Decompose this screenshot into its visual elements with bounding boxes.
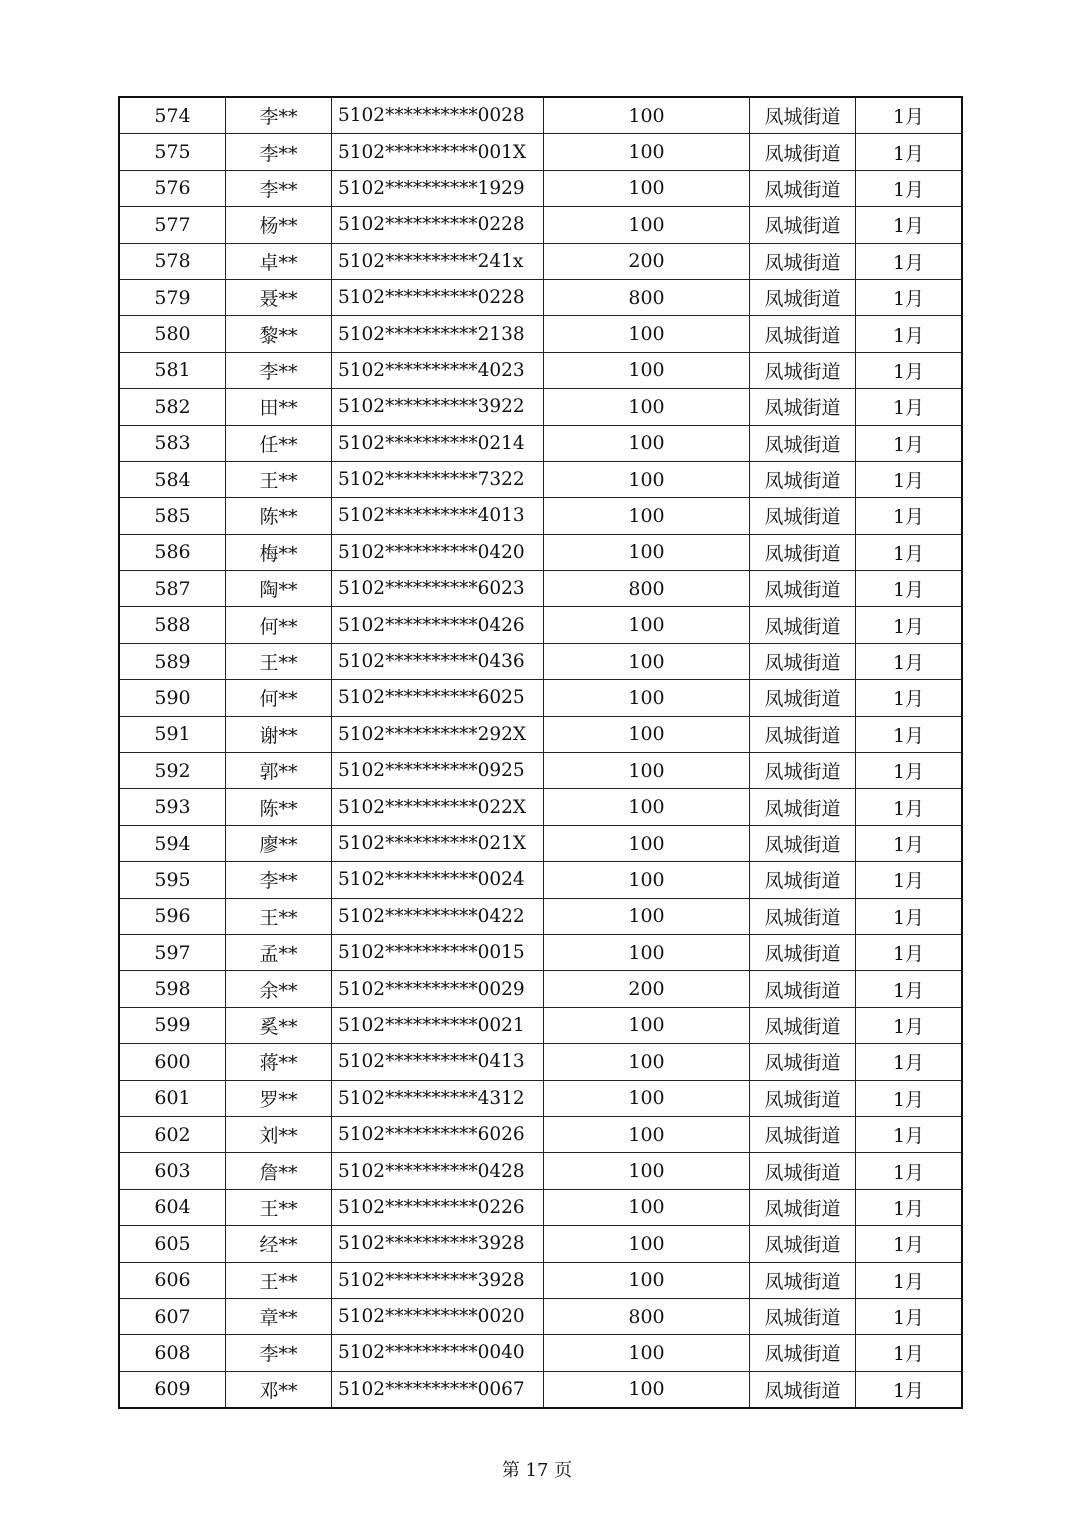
area-cell: 凤城街道 bbox=[750, 862, 856, 898]
amount-cell: 200 bbox=[544, 243, 750, 279]
name-cell: 何** bbox=[226, 680, 332, 716]
row-number-cell: 591 bbox=[119, 716, 226, 752]
area-cell: 凤城街道 bbox=[750, 352, 856, 388]
table-row bbox=[119, 1298, 962, 1334]
month-cell: 1月 bbox=[856, 1080, 963, 1116]
id-number-cell: 5102**********0228 bbox=[332, 279, 544, 315]
id-number-cell: 5102**********021X bbox=[332, 825, 544, 861]
row-number-cell: 604 bbox=[119, 1189, 226, 1225]
area-cell: 凤城街道 bbox=[750, 207, 856, 243]
id-number-cell: 5102**********241x bbox=[332, 243, 544, 279]
month-cell: 1月 bbox=[856, 243, 963, 279]
month-cell: 1月 bbox=[856, 680, 963, 716]
name-cell: 黎** bbox=[226, 316, 332, 352]
table-row bbox=[119, 134, 962, 170]
row-number-cell: 585 bbox=[119, 498, 226, 534]
name-cell: 李** bbox=[226, 862, 332, 898]
row-number-cell: 581 bbox=[119, 352, 226, 388]
amount-cell: 100 bbox=[544, 1335, 750, 1371]
table-row bbox=[119, 1226, 962, 1262]
name-cell: 余** bbox=[226, 971, 332, 1007]
area-cell: 凤城街道 bbox=[750, 789, 856, 825]
id-number-cell: 5102**********0024 bbox=[332, 862, 544, 898]
id-number-cell: 5102**********0228 bbox=[332, 207, 544, 243]
name-cell: 王** bbox=[226, 461, 332, 497]
month-cell: 1月 bbox=[856, 1298, 963, 1334]
table-row bbox=[119, 316, 962, 352]
row-number-cell: 575 bbox=[119, 134, 226, 170]
amount-cell: 100 bbox=[544, 170, 750, 206]
id-number-cell: 5102**********0214 bbox=[332, 425, 544, 461]
amount-cell: 100 bbox=[544, 97, 750, 134]
area-cell: 凤城街道 bbox=[750, 971, 856, 1007]
table-row bbox=[119, 971, 962, 1007]
month-cell: 1月 bbox=[856, 389, 963, 425]
table-row bbox=[119, 352, 962, 388]
area-cell: 凤城街道 bbox=[750, 1371, 856, 1408]
amount-cell: 100 bbox=[544, 680, 750, 716]
row-number-cell: 587 bbox=[119, 571, 226, 607]
id-number-cell: 5102**********0226 bbox=[332, 1189, 544, 1225]
row-number-cell: 588 bbox=[119, 607, 226, 643]
id-number-cell: 5102**********0436 bbox=[332, 643, 544, 679]
row-number-cell: 580 bbox=[119, 316, 226, 352]
name-cell: 卓** bbox=[226, 243, 332, 279]
name-cell: 李** bbox=[226, 134, 332, 170]
amount-cell: 100 bbox=[544, 1007, 750, 1043]
name-cell: 谢** bbox=[226, 716, 332, 752]
table-row bbox=[119, 1189, 962, 1225]
month-cell: 1月 bbox=[856, 753, 963, 789]
area-cell: 凤城街道 bbox=[750, 1153, 856, 1189]
area-cell: 凤城街道 bbox=[750, 607, 856, 643]
table-row bbox=[119, 534, 962, 570]
table-row bbox=[119, 789, 962, 825]
area-cell: 凤城街道 bbox=[750, 716, 856, 752]
month-cell: 1月 bbox=[856, 498, 963, 534]
month-cell: 1月 bbox=[856, 534, 963, 570]
row-number-cell: 576 bbox=[119, 170, 226, 206]
row-number-cell: 606 bbox=[119, 1262, 226, 1298]
id-number-cell: 5102**********022X bbox=[332, 789, 544, 825]
table-row bbox=[119, 643, 962, 679]
amount-cell: 100 bbox=[544, 207, 750, 243]
area-cell: 凤城街道 bbox=[750, 825, 856, 861]
area-cell: 凤城街道 bbox=[750, 97, 856, 134]
table-row bbox=[119, 1153, 962, 1189]
amount-cell: 100 bbox=[544, 316, 750, 352]
amount-cell: 100 bbox=[544, 862, 750, 898]
amount-cell: 100 bbox=[544, 461, 750, 497]
table-body bbox=[119, 97, 962, 1408]
amount-cell: 100 bbox=[544, 934, 750, 970]
table-row bbox=[119, 716, 962, 752]
name-cell: 何** bbox=[226, 607, 332, 643]
id-number-cell: 5102**********0015 bbox=[332, 934, 544, 970]
name-cell: 任** bbox=[226, 425, 332, 461]
month-cell: 1月 bbox=[856, 1226, 963, 1262]
amount-cell: 100 bbox=[544, 825, 750, 861]
row-number-cell: 609 bbox=[119, 1371, 226, 1408]
row-number-cell: 594 bbox=[119, 825, 226, 861]
id-number-cell: 5102**********1929 bbox=[332, 170, 544, 206]
month-cell: 1月 bbox=[856, 571, 963, 607]
name-cell: 聂** bbox=[226, 279, 332, 315]
amount-cell: 800 bbox=[544, 571, 750, 607]
amount-cell: 100 bbox=[544, 1189, 750, 1225]
month-cell: 1月 bbox=[856, 1262, 963, 1298]
name-cell: 经** bbox=[226, 1226, 332, 1262]
row-number-cell: 596 bbox=[119, 898, 226, 934]
name-cell: 郭** bbox=[226, 753, 332, 789]
table-row bbox=[119, 461, 962, 497]
area-cell: 凤城街道 bbox=[750, 1080, 856, 1116]
amount-cell: 100 bbox=[544, 607, 750, 643]
page-number: 第 17 页 bbox=[501, 1460, 573, 1481]
row-number-cell: 586 bbox=[119, 534, 226, 570]
name-cell: 罗** bbox=[226, 1080, 332, 1116]
row-number-cell: 602 bbox=[119, 1116, 226, 1152]
area-cell: 凤城街道 bbox=[750, 134, 856, 170]
name-cell: 王** bbox=[226, 1189, 332, 1225]
amount-cell: 100 bbox=[544, 898, 750, 934]
table-row bbox=[119, 279, 962, 315]
month-cell: 1月 bbox=[856, 1007, 963, 1043]
amount-cell: 100 bbox=[544, 534, 750, 570]
id-number-cell: 5102**********0028 bbox=[332, 97, 544, 134]
id-number-cell: 5102**********4312 bbox=[332, 1080, 544, 1116]
id-number-cell: 5102**********0413 bbox=[332, 1044, 544, 1080]
id-number-cell: 5102**********0422 bbox=[332, 898, 544, 934]
row-number-cell: 579 bbox=[119, 279, 226, 315]
table-row bbox=[119, 1007, 962, 1043]
area-cell: 凤城街道 bbox=[750, 461, 856, 497]
month-cell: 1月 bbox=[856, 643, 963, 679]
name-cell: 李** bbox=[226, 97, 332, 134]
area-cell: 凤城街道 bbox=[750, 1116, 856, 1152]
area-cell: 凤城街道 bbox=[750, 643, 856, 679]
month-cell: 1月 bbox=[856, 1335, 963, 1371]
area-cell: 凤城街道 bbox=[750, 534, 856, 570]
month-cell: 1月 bbox=[856, 1189, 963, 1225]
table-row bbox=[119, 1262, 962, 1298]
month-cell: 1月 bbox=[856, 134, 963, 170]
row-number-cell: 593 bbox=[119, 789, 226, 825]
name-cell: 李** bbox=[226, 352, 332, 388]
area-cell: 凤城街道 bbox=[750, 753, 856, 789]
row-number-cell: 595 bbox=[119, 862, 226, 898]
name-cell: 陈** bbox=[226, 789, 332, 825]
table-row bbox=[119, 1080, 962, 1116]
id-number-cell: 5102**********4023 bbox=[332, 352, 544, 388]
id-number-cell: 5102**********7322 bbox=[332, 461, 544, 497]
area-cell: 凤城街道 bbox=[750, 498, 856, 534]
id-number-cell: 5102**********6023 bbox=[332, 571, 544, 607]
name-cell: 杨** bbox=[226, 207, 332, 243]
row-number-cell: 600 bbox=[119, 1044, 226, 1080]
id-number-cell: 5102**********0021 bbox=[332, 1007, 544, 1043]
table-row bbox=[119, 898, 962, 934]
table-row bbox=[119, 753, 962, 789]
area-cell: 凤城街道 bbox=[750, 389, 856, 425]
month-cell: 1月 bbox=[856, 789, 963, 825]
row-number-cell: 592 bbox=[119, 753, 226, 789]
row-number-cell: 590 bbox=[119, 680, 226, 716]
data-table bbox=[118, 96, 963, 1409]
name-cell: 陈** bbox=[226, 498, 332, 534]
month-cell: 1月 bbox=[856, 170, 963, 206]
id-number-cell: 5102**********2138 bbox=[332, 316, 544, 352]
amount-cell: 100 bbox=[544, 753, 750, 789]
row-number-cell: 589 bbox=[119, 643, 226, 679]
name-cell: 陶** bbox=[226, 571, 332, 607]
month-cell: 1月 bbox=[856, 97, 963, 134]
amount-cell: 100 bbox=[544, 716, 750, 752]
row-number-cell: 577 bbox=[119, 207, 226, 243]
id-number-cell: 5102**********3928 bbox=[332, 1262, 544, 1298]
row-number-cell: 578 bbox=[119, 243, 226, 279]
table-row bbox=[119, 243, 962, 279]
table-row bbox=[119, 207, 962, 243]
name-cell: 蒋** bbox=[226, 1044, 332, 1080]
row-number-cell: 605 bbox=[119, 1226, 226, 1262]
id-number-cell: 5102**********292X bbox=[332, 716, 544, 752]
id-number-cell: 5102**********0420 bbox=[332, 534, 544, 570]
name-cell: 王** bbox=[226, 898, 332, 934]
table-row bbox=[119, 680, 962, 716]
amount-cell: 800 bbox=[544, 1298, 750, 1334]
table-row bbox=[119, 498, 962, 534]
area-cell: 凤城街道 bbox=[750, 934, 856, 970]
name-cell: 章** bbox=[226, 1298, 332, 1334]
row-number-cell: 583 bbox=[119, 425, 226, 461]
row-number-cell: 598 bbox=[119, 971, 226, 1007]
area-cell: 凤城街道 bbox=[750, 571, 856, 607]
area-cell: 凤城街道 bbox=[750, 425, 856, 461]
id-number-cell: 5102**********0020 bbox=[332, 1298, 544, 1334]
row-number-cell: 607 bbox=[119, 1298, 226, 1334]
area-cell: 凤城街道 bbox=[750, 279, 856, 315]
name-cell: 廖** bbox=[226, 825, 332, 861]
area-cell: 凤城街道 bbox=[750, 898, 856, 934]
name-cell: 田** bbox=[226, 389, 332, 425]
month-cell: 1月 bbox=[856, 1116, 963, 1152]
month-cell: 1月 bbox=[856, 825, 963, 861]
area-cell: 凤城街道 bbox=[750, 170, 856, 206]
amount-cell: 100 bbox=[544, 1153, 750, 1189]
row-number-cell: 584 bbox=[119, 461, 226, 497]
name-cell: 王** bbox=[226, 643, 332, 679]
area-cell: 凤城街道 bbox=[750, 1189, 856, 1225]
amount-cell: 100 bbox=[544, 1080, 750, 1116]
id-number-cell: 5102**********0029 bbox=[332, 971, 544, 1007]
table-row bbox=[119, 389, 962, 425]
amount-cell: 100 bbox=[544, 134, 750, 170]
name-cell: 李** bbox=[226, 1335, 332, 1371]
amount-cell: 100 bbox=[544, 1262, 750, 1298]
id-number-cell: 5102**********3928 bbox=[332, 1226, 544, 1262]
month-cell: 1月 bbox=[856, 1371, 963, 1408]
name-cell: 詹** bbox=[226, 1153, 332, 1189]
amount-cell: 100 bbox=[544, 498, 750, 534]
area-cell: 凤城街道 bbox=[750, 1335, 856, 1371]
table-row bbox=[119, 170, 962, 206]
name-cell: 孟** bbox=[226, 934, 332, 970]
id-number-cell: 5102**********4013 bbox=[332, 498, 544, 534]
month-cell: 1月 bbox=[856, 279, 963, 315]
month-cell: 1月 bbox=[856, 316, 963, 352]
month-cell: 1月 bbox=[856, 898, 963, 934]
month-cell: 1月 bbox=[856, 862, 963, 898]
month-cell: 1月 bbox=[856, 207, 963, 243]
table-row bbox=[119, 1371, 962, 1408]
area-cell: 凤城街道 bbox=[750, 1262, 856, 1298]
row-number-cell: 597 bbox=[119, 934, 226, 970]
id-number-cell: 5102**********0426 bbox=[332, 607, 544, 643]
table-row bbox=[119, 934, 962, 970]
area-cell: 凤城街道 bbox=[750, 243, 856, 279]
month-cell: 1月 bbox=[856, 607, 963, 643]
table-row bbox=[119, 571, 962, 607]
amount-cell: 100 bbox=[544, 1044, 750, 1080]
area-cell: 凤城街道 bbox=[750, 1044, 856, 1080]
name-cell: 梅** bbox=[226, 534, 332, 570]
name-cell: 奚** bbox=[226, 1007, 332, 1043]
id-number-cell: 5102**********0428 bbox=[332, 1153, 544, 1189]
month-cell: 1月 bbox=[856, 971, 963, 1007]
month-cell: 1月 bbox=[856, 1153, 963, 1189]
amount-cell: 100 bbox=[544, 1226, 750, 1262]
table-row bbox=[119, 1044, 962, 1080]
name-cell: 刘** bbox=[226, 1116, 332, 1152]
month-cell: 1月 bbox=[856, 934, 963, 970]
table-row bbox=[119, 1335, 962, 1371]
id-number-cell: 5102**********001X bbox=[332, 134, 544, 170]
table-row bbox=[119, 425, 962, 461]
amount-cell: 800 bbox=[544, 279, 750, 315]
month-cell: 1月 bbox=[856, 425, 963, 461]
row-number-cell: 582 bbox=[119, 389, 226, 425]
id-number-cell: 5102**********0040 bbox=[332, 1335, 544, 1371]
month-cell: 1月 bbox=[856, 352, 963, 388]
row-number-cell: 603 bbox=[119, 1153, 226, 1189]
amount-cell: 100 bbox=[544, 1371, 750, 1408]
month-cell: 1月 bbox=[856, 461, 963, 497]
row-number-cell: 599 bbox=[119, 1007, 226, 1043]
amount-cell: 100 bbox=[544, 389, 750, 425]
table-row bbox=[119, 862, 962, 898]
name-cell: 邓** bbox=[226, 1371, 332, 1408]
amount-cell: 100 bbox=[544, 1116, 750, 1152]
amount-cell: 100 bbox=[544, 789, 750, 825]
amount-cell: 200 bbox=[544, 971, 750, 1007]
row-number-cell: 574 bbox=[119, 97, 226, 134]
amount-cell: 100 bbox=[544, 352, 750, 388]
name-cell: 王** bbox=[226, 1262, 332, 1298]
id-number-cell: 5102**********3922 bbox=[332, 389, 544, 425]
name-cell: 李** bbox=[226, 170, 332, 206]
amount-cell: 100 bbox=[544, 643, 750, 679]
month-cell: 1月 bbox=[856, 716, 963, 752]
table-row bbox=[119, 825, 962, 861]
row-number-cell: 608 bbox=[119, 1335, 226, 1371]
id-number-cell: 5102**********0067 bbox=[332, 1371, 544, 1408]
area-cell: 凤城街道 bbox=[750, 1226, 856, 1262]
month-cell: 1月 bbox=[856, 1044, 963, 1080]
row-number-cell: 601 bbox=[119, 1080, 226, 1116]
id-number-cell: 5102**********6026 bbox=[332, 1116, 544, 1152]
area-cell: 凤城街道 bbox=[750, 1298, 856, 1334]
id-number-cell: 5102**********6025 bbox=[332, 680, 544, 716]
area-cell: 凤城街道 bbox=[750, 316, 856, 352]
area-cell: 凤城街道 bbox=[750, 680, 856, 716]
amount-cell: 100 bbox=[544, 425, 750, 461]
table-row bbox=[119, 1116, 962, 1152]
table-row bbox=[119, 607, 962, 643]
table-row bbox=[119, 97, 962, 134]
area-cell: 凤城街道 bbox=[750, 1007, 856, 1043]
id-number-cell: 5102**********0925 bbox=[332, 753, 544, 789]
